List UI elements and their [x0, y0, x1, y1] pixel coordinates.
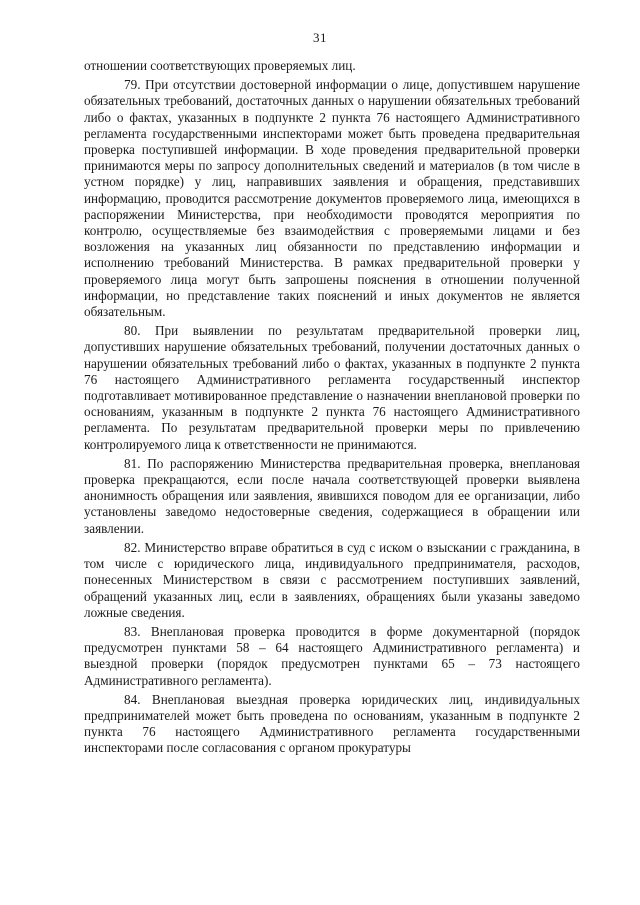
paragraph-continuation: отношении соответствующих проверяемых лиц. [84, 58, 356, 73]
page-number: 31 [313, 30, 327, 45]
paragraph-84: 84. Внеплановая выездная проверка юридических лиц, индивидуальных предпринимателей может быть проведена по основаниям, указанным в подпункте 2 пункта 76 настоящего Административного регламента государственными инспекторами после согласования с органом прокуратуры [84, 691, 580, 756]
document-body [84, 58, 580, 760]
paragraph-81: 81. По распоряжению Министерства предварительная проверка, внеплановая проверка прекращаются, если после начала соответствующей проверки выявлена анонимность обращения или заявления, явившихся поводом для ее организации, либо установлены заведомо недостоверные сведения, содержащиеся в обращении или заявлении. [84, 455, 580, 536]
paragraph-82: 82. Министерство вправе обратиться в суд с иском о взыскании с гражданина, в том числе с юридического лица, индивидуального предпринимателя, расходов, понесенных Министерством в связи с рассмотрением поступивших заявлений, обращений указанных лиц, если в заявлениях, обращениях были указаны заведомо ложные сведения. [84, 539, 580, 620]
paragraph-79: 79. При отсутствии достоверной информации о лице, допустившем нарушение обязательных требований, достаточных данных о нарушении обязательных требований либо о фактах, указанных в подпункте 2 пункта 76 настоящего Административного регламента государственными инспекторами может быть проведена предварительная проверка поступившей информации. В ходе проведения предварительной проверки принимаются меры по запросу дополнительных сведений и материалов (в том числе в устном порядке) у лиц, направивших заявления и обращения, представивших информацию, проводится рассмотрение документов проверяемого лица, имеющихся в распоряжении Министерства, при необходимости проводятся мероприятия по контролю, осуществляемые без взаимодействия с проверяемыми лицами и без возложения на указанных лиц обязанности по представлению информации и исполнению требований Министерства. В рамках предварительной проверки у проверяемого лица могут быть запрошены пояснения в отношении полученной информации, но представление таких пояснений и иных документов не является обязательным. [84, 77, 580, 320]
paragraph-80: 80. При выявлении по результатам предварительной проверки лиц, допустивших нарушение обязательных требований, получении достаточных данных о нарушении обязательных требований либо о фактах, указанных в подпункте 2 пункта 76 настоящего Административного регламента государственный инспектор подготавливает мотивированное представление о назначении внеплановой проверки по основаниям, указанным в подпункте 2 пункта 76 настоящего Административного регламента. По результатам предварительной проверки меры по привлечению контролируемого лица к ответственности не принимаются. [84, 323, 580, 452]
paragraph-83: 83. Внеплановая проверка проводится в форме документарной (порядок предусмотрен пунктами 58 – 64 настоящего Административного регламента) и выездной проверки (порядок предусмотрен пунктами 65 – 73 настоящего Административного регламента). [84, 623, 580, 688]
